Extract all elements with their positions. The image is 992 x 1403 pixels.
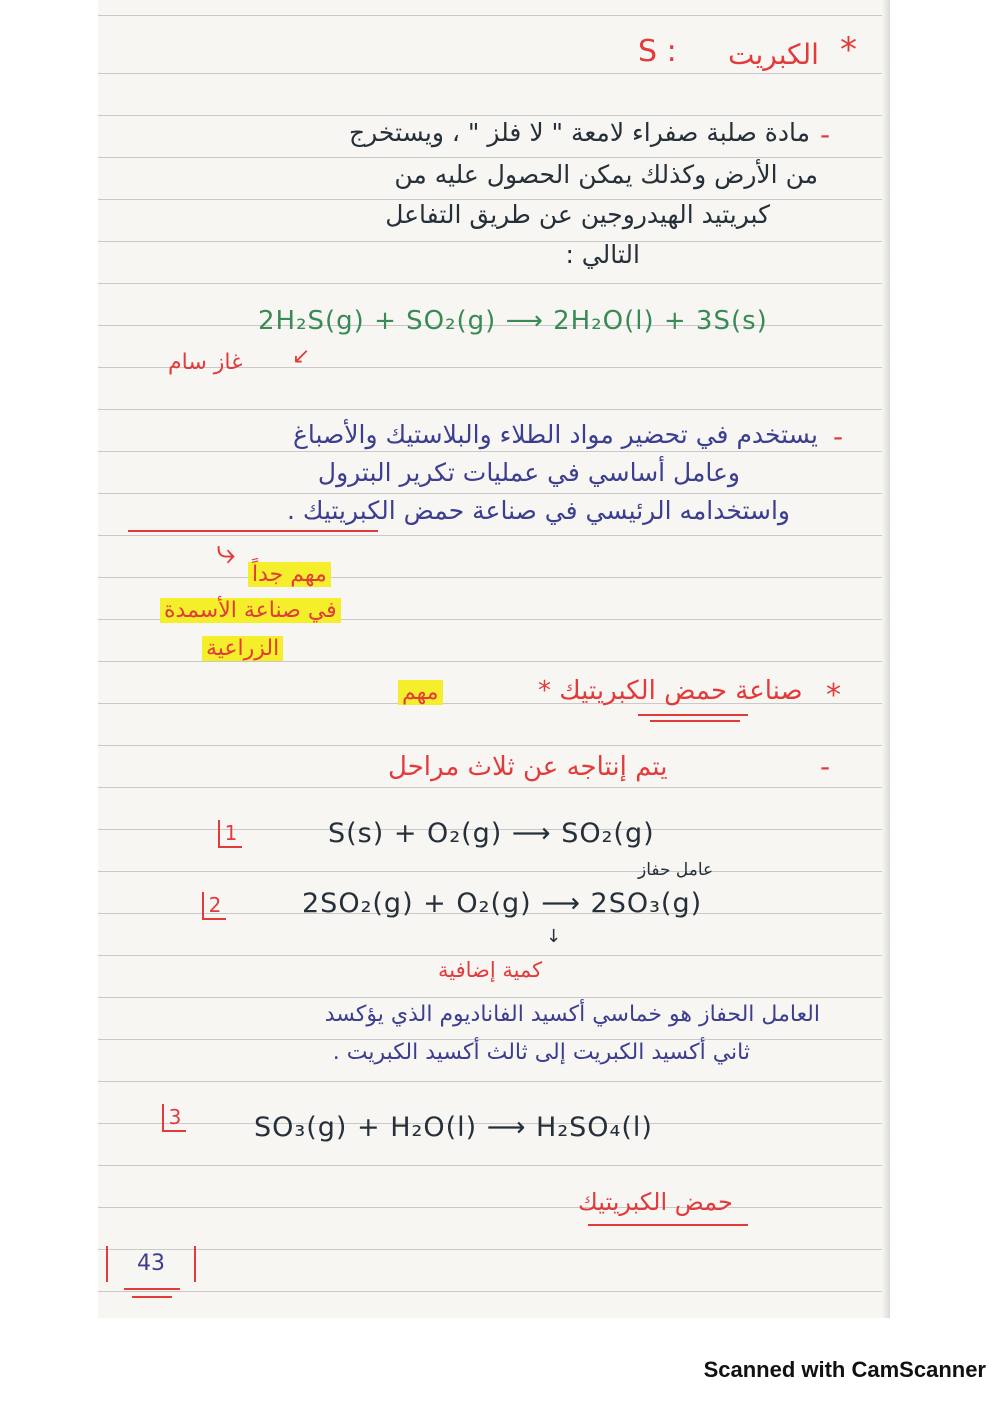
intro-line-4: التالي : <box>565 240 640 269</box>
step-2-number: 2 <box>202 892 226 920</box>
reaction-h2s-so2: 2H₂S(g) + SO₂(g) ⟶ 2H₂O(l) + 3S(s) <box>258 306 768 336</box>
extra-amount-note: كمية إضافية <box>438 958 543 982</box>
section2-underline-2 <box>650 720 740 722</box>
step-1-equation: S(s) + O₂(g) ⟶ SO₂(g) <box>328 818 655 849</box>
down-arrow-icon: ↓ <box>546 926 562 947</box>
highlight-note-line-3: الزراعية <box>202 636 283 661</box>
catalyst-explanation-2: ثاني أكسيد الكبريت إلى ثالث أكسيد الكبريت . <box>332 1040 750 1065</box>
catalyst-label: عامل حفاز <box>638 860 714 880</box>
scanner-watermark: Scanned with CamScanner <box>703 1357 986 1382</box>
uses-line-1: يستخدم في تحضير مواد الطلاء والبلاستيك والأصباغ <box>292 420 818 449</box>
step-3-equation: SO₃(g) + H₂O(l) ⟶ H₂SO₄(l) <box>254 1112 653 1143</box>
uses-line-3: واستخدامه الرئيسي في صناعة حمض الكبريتيك . <box>287 496 790 525</box>
curved-arrow-icon: ⤷ <box>216 532 236 572</box>
catalyst-explanation-1: العامل الحفاز هو خماسي أكسيد الفاناديوم الذي يؤكسد <box>324 1002 820 1027</box>
stages-bullet: - <box>820 750 831 783</box>
page-number: 43 <box>106 1246 196 1282</box>
step-3-number: 3 <box>162 1104 186 1132</box>
step-1-number: 1 <box>218 820 242 848</box>
header-title: الكبريت <box>728 38 819 71</box>
highlight-note-line-2: في صناعة الأسمدة <box>160 598 341 623</box>
uses-underline <box>128 530 378 532</box>
notebook-page <box>98 0 890 1318</box>
intro-bullet: - <box>820 118 831 151</box>
page-number-underline <box>124 1288 180 1290</box>
uses-bullet: - <box>833 420 844 453</box>
page-number-underline-2 <box>132 1296 172 1298</box>
sulfuric-acid-label: حمض الكبريتيك <box>578 1188 733 1216</box>
toxic-arrow-icon: ↙ <box>292 344 311 369</box>
step-2-equation: 2SO₂(g) + O₂(g) ⟶ 2SO₃(g) <box>302 888 703 919</box>
highlight-note-line-1: مهم جداً <box>248 562 331 587</box>
intro-line-3: كبريتيد الهيدروجين عن طريق التفاعل <box>385 200 770 229</box>
page-edge <box>882 0 890 1318</box>
section2-underline-1 <box>638 714 748 716</box>
sulfuric-acid-underline <box>588 1224 748 1226</box>
section2-star: * <box>826 678 841 713</box>
section2-title: صناعة حمض الكبريتيك * <box>538 676 803 706</box>
intro-line-2: من الأرض وكذلك يمكن الحصول عليه من <box>394 160 818 189</box>
toxic-gas-note: غاز سام <box>168 350 243 375</box>
uses-line-2: وعامل أساسي في عمليات تكرير البترول <box>317 458 740 487</box>
stages-text: يتم إنتاجه عن ثلاث مراحل <box>388 752 668 782</box>
header-star: * <box>840 30 857 70</box>
header-symbol: S : <box>638 34 677 69</box>
important-tag: مهم <box>398 680 443 705</box>
intro-line-1: مادة صلبة صفراء لامعة " لا فلز " ، ويستخرج <box>349 118 810 147</box>
